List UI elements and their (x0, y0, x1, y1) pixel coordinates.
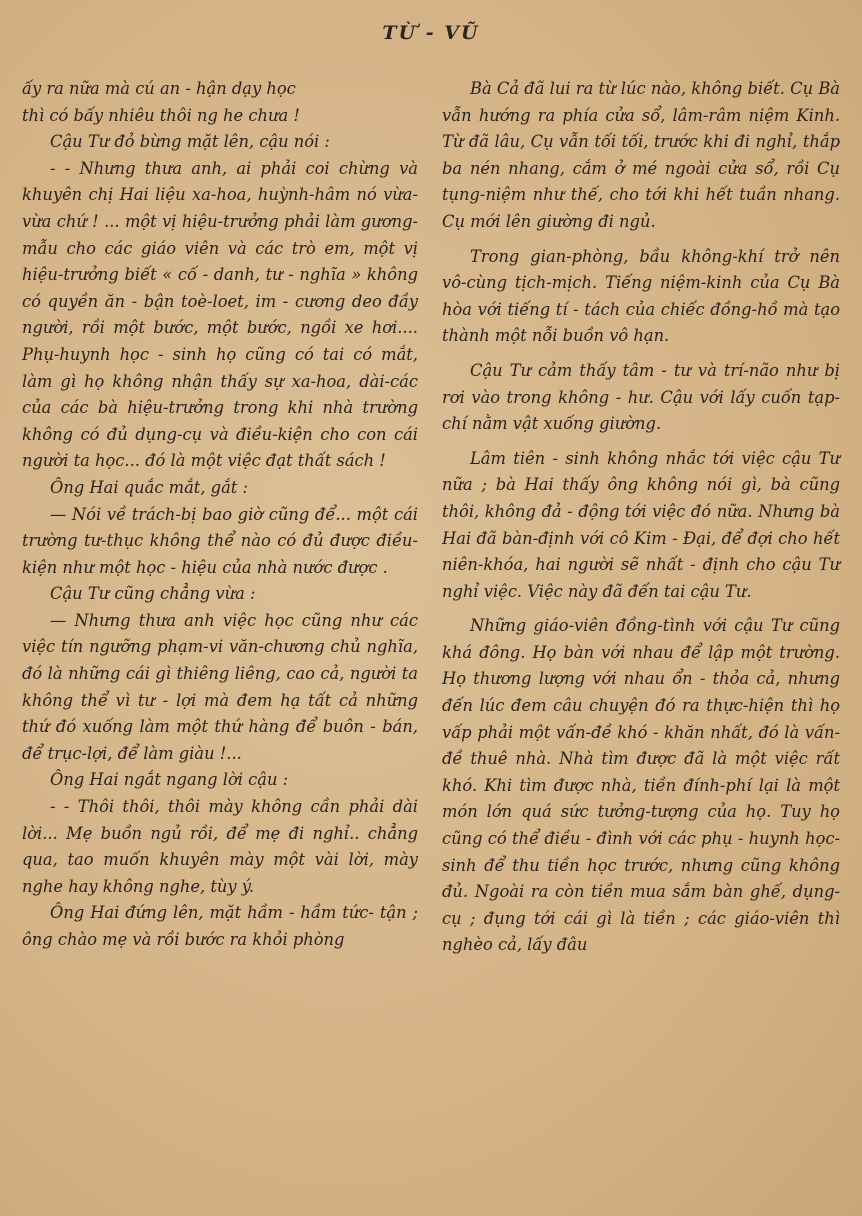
paragraph: Cậu Tư cũng chẳng vừa : (50, 584, 256, 604)
paragraph: Ông Hai quắc mắt, gắt : (50, 477, 248, 497)
paragraph: - - Nhưng thưa anh, ai phải coi chừng và khuyên chị Hai liệu xa-hoa, huỳnh-hâm nó vừa-vừa chứ ! ... một vị hiệu-trưởng phải làm gương-mẫu cho các giáo viên và các trò em, một vị hiệu-trưởng biết « cố - danh, tư - nghĩa » không có quyền ăn - bận toè-loet, im - cương deo đầy người, rồi một bước, một bước, ngồi xe hơi.... Phụ-huynh học - sinh họ cũng có tai có mắt, làm gì họ không nhận thấy sự xa-hoa, dài-các của các bà hiệu-trưởng trong khi nhà trường không có đủ dụng-cụ và điều-kiện cho con cái người ta học... đó là một việc đạt thất sách ! (22, 158, 418, 471)
paragraph: thì có bấy nhiêu thôi ng he chưa ! (22, 105, 300, 125)
paragraph: Trong gian-phòng, bầu không-khí trở nên vô-cùng tịch-mịch. Tiếng niệm-kinh của Cụ Bà hòa với tiếng tí - tách của chiếc đồng-hồ mà tạo thành một nỗi buồn vô hạn. (442, 246, 840, 346)
right-text-column (442, 76, 840, 959)
paragraph: — Nói về trách-bị bao giờ cũng để... một cái trường tư-thục không thể nào có đủ được điều-kiện như một học - hiệu của nhà nước được . (22, 504, 418, 577)
paragraph: Ông Hai đứng lên, mặt hầm - hầm tức- tận ; ông chào mẹ và rồi bước ra khỏi phòng (22, 903, 418, 949)
paragraph: ấy ra nữa mà cú an - hận dạy học (22, 79, 296, 98)
paragraph: Cậu Tư đỏ bừng mặt lên, cậu nói : (50, 132, 330, 152)
paragraph: Bà Cả đã lui ra từ lúc nào, không biết. Cụ Bà vẫn hướng ra phía cửa sổ, lâm-râm niệm Kinh. Từ đã lâu, Cụ vẫn tối tối, trước khi đi nghỉ, thắp ba nén nhang, cắm ở mé ngoài cửa sổ, rồi Cụ tụng-niệm như thế, cho tới khi hết tuần nhang. Cụ mới lên giường đi ngủ. (442, 79, 840, 231)
paragraph: Ông Hai ngắt ngang lời cậu : (50, 770, 289, 790)
left-text-column (22, 76, 418, 954)
paragraph: Những giáo-viên đồng-tình với cậu Tư cũng khá đông. Họ bàn với nhau để lập một trường. Họ thương lượng với nhau ổn - thỏa cả, nhưng đến lúc đem câu chuyện đó ra thực-hiện thì họ vấp phải một vấn-đề khó - khăn nhất, đó là vấn-đề thuê nhà. Nhà tìm được đã là một việc rất khó. Khi tìm được nhà, tiền đính-phí lại là một món lớn quá sức tưởng-tượng của họ. Tuy họ cũng có thể điều - đình với các phụ - huynh học-sinh để thu tiền học trước, nhưng cũng không đủ. Ngoài ra còn tiền mua sắm bàn ghế, dụng-cụ ; đụng tới cái gì là tiền ; các giáo-viên thì nghèo cả, lấy đâu (442, 616, 840, 955)
paragraph: Cậu Tư cảm thấy tâm - tư và trí-não như bị rơi vào trong không - hư. Cậu với lấy cuốn tạp-chí nằm vật xuống giường. (442, 360, 840, 434)
paragraph: - - Thôi thôi, thôi mày không cần phải dài lời... Mẹ buồn ngủ rồi, để mẹ đi nghỉ.. chẳng qua, tao muốn khuyên mày một vài lời, mày nghe hay không nghe, tùy ý. (22, 797, 418, 896)
paragraph: — Nhưng thưa anh việc học cũng như các việc tín ngưỡng phạm-vi văn-chương chủ nghĩa, đó là những cái gì thiêng liêng, cao cả, người ta không thể vì tư - lợi mà đem hạ tất cả những thứ đó xuống làm một thứ hàng để buôn - bán, để trục-lợi, để làm giàu !... (22, 610, 418, 763)
paragraph: Lâm tiên - sinh không nhắc tới việc cậu Tư nữa ; bà Hai thấy ông không nói gì, bà cũng thôi, không đả - động tới việc đó nữa. Nhưng bà Hai đã bàn-định với cô Kim - Đại, để đợi cho hết niên-khóa, hai người sẽ nhất - định cho cậu Tư nghỉ việc. Việc này đã đến tai cậu Tư. (442, 448, 840, 601)
running-header: TỪ - VŨ (382, 22, 480, 44)
